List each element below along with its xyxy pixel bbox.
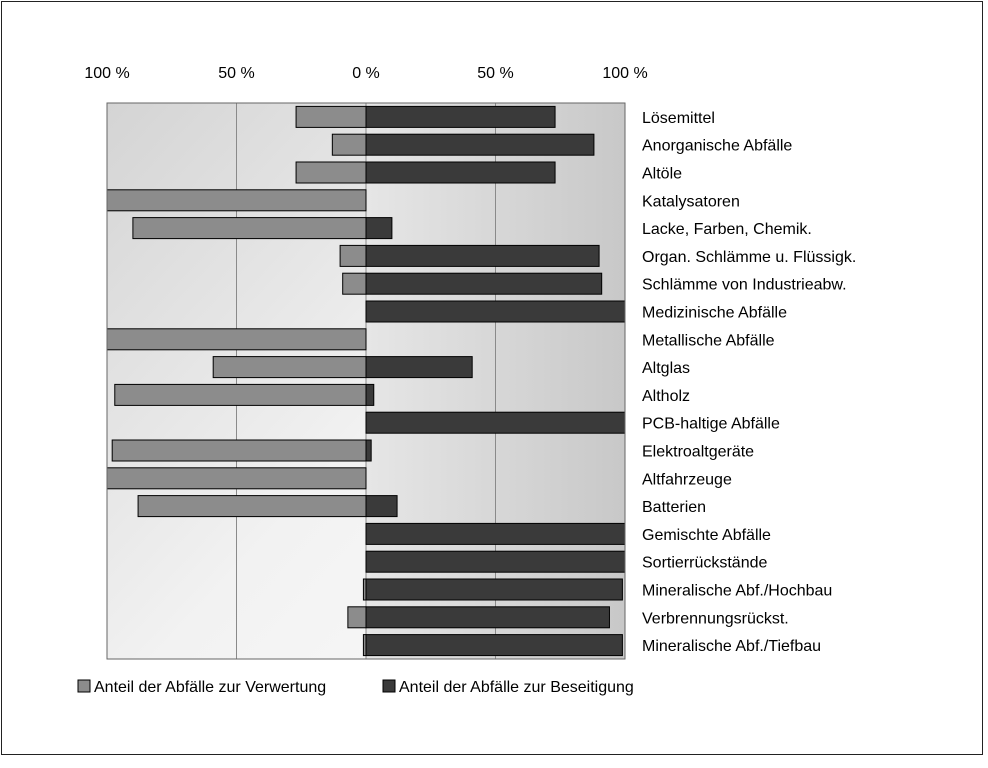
category-label: Schlämme von Industrieabw. xyxy=(642,276,847,294)
bar-beseitigung xyxy=(366,384,374,405)
category-label: Metallische Abfälle xyxy=(642,332,775,350)
bar-verwertung xyxy=(343,273,366,294)
bar-beseitigung xyxy=(366,551,625,572)
x-tick-label: 100 % xyxy=(84,65,130,82)
bar-verwertung xyxy=(138,496,366,517)
category-label: Anorganische Abfälle xyxy=(642,137,793,155)
category-label: Lacke, Farben, Chemik. xyxy=(642,221,812,239)
bar-beseitigung xyxy=(366,607,609,628)
bar-verwertung xyxy=(112,440,366,461)
bar-beseitigung xyxy=(366,106,555,127)
category-label: Organ. Schlämme u. Flüssigk. xyxy=(642,248,857,266)
legend-swatch-beseitigung xyxy=(383,680,395,692)
bar-verwertung xyxy=(340,245,366,266)
bar-verwertung xyxy=(115,384,366,405)
category-label: Katalysatoren xyxy=(642,193,740,211)
bar-verwertung xyxy=(332,134,366,155)
bar-beseitigung xyxy=(366,357,472,378)
category-label: Lösemittel xyxy=(642,109,715,127)
legend-swatch-verwertung xyxy=(78,680,90,692)
bar-beseitigung xyxy=(366,412,625,433)
category-label: Altöle xyxy=(642,165,683,183)
category-label: Altglas xyxy=(642,360,691,378)
legend-label-beseitigung: Anteil der Abfälle zur Beseitigung xyxy=(399,679,634,696)
category-label: Verbrennungsrückst. xyxy=(642,610,789,628)
bar-verwertung xyxy=(133,218,366,239)
bar-beseitigung xyxy=(366,440,371,461)
category-label: Batterien xyxy=(642,499,707,517)
category-label: Gemischte Abfälle xyxy=(642,526,771,544)
category-label: Mineralische Abf./Hochbau xyxy=(642,582,833,600)
bar-verwertung xyxy=(213,357,366,378)
category-label: Sortierrückstände xyxy=(642,554,768,572)
x-tick-label: 50 % xyxy=(218,65,255,82)
bar-verwertung xyxy=(107,190,366,211)
bar-beseitigung xyxy=(366,162,555,183)
bar-beseitigung xyxy=(366,273,602,294)
bar-beseitigung xyxy=(366,635,622,656)
bar-verwertung xyxy=(348,607,366,628)
category-label: Mineralische Abf./Tiefbau xyxy=(642,638,822,656)
category-label: Elektroaltgeräte xyxy=(642,443,755,461)
bar-beseitigung xyxy=(366,579,622,600)
category-label: PCB-haltige Abfälle xyxy=(642,415,780,433)
bar-verwertung xyxy=(107,468,366,489)
bar-beseitigung xyxy=(366,301,625,322)
category-label: Medizinische Abfälle xyxy=(642,304,787,322)
bar-verwertung xyxy=(107,329,366,350)
bar-beseitigung xyxy=(366,218,392,239)
bar-beseitigung xyxy=(366,134,594,155)
category-label: Altfahrzeuge xyxy=(642,471,732,489)
bar-beseitigung xyxy=(366,245,599,266)
x-tick-label: 50 % xyxy=(477,65,514,82)
legend-label-verwertung: Anteil der Abfälle zur Verwertung xyxy=(94,679,327,696)
bar-verwertung xyxy=(296,162,366,183)
bar-beseitigung xyxy=(366,523,625,544)
bar-beseitigung xyxy=(366,496,397,517)
x-tick-label: 0 % xyxy=(352,65,380,82)
x-tick-label: 100 % xyxy=(602,65,648,82)
bar-verwertung xyxy=(296,106,366,127)
category-label: Altholz xyxy=(642,387,691,405)
